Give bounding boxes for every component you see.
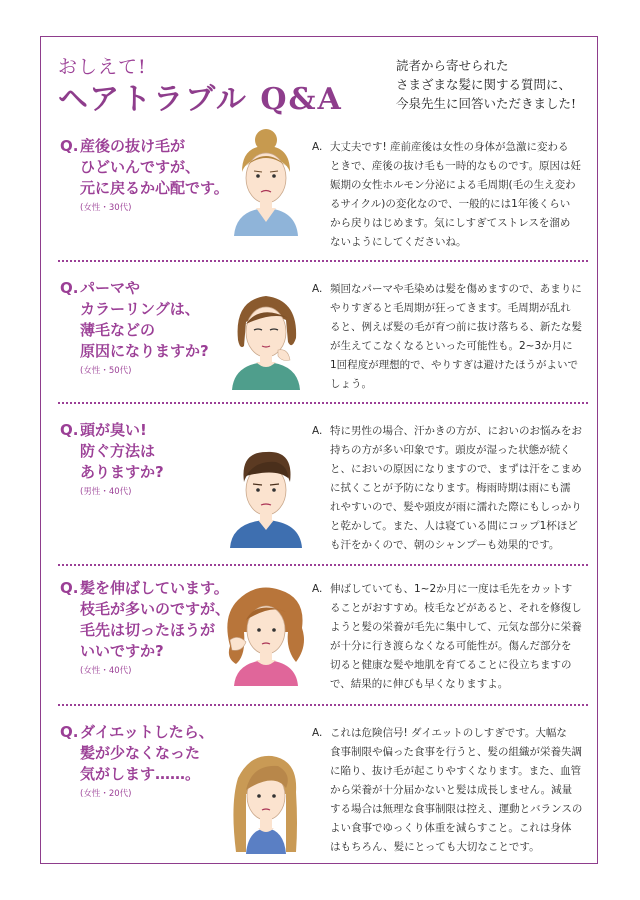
question-line: いいですか? <box>80 642 164 660</box>
question-line: 髪が少なくなった <box>80 744 201 762</box>
answer-line: が十分に行き渡らなくなる可能性が。傷んだ部分を <box>330 640 572 652</box>
question-block <box>60 722 220 799</box>
answer-line: で、結果的に伸びも早くなりますよ。 <box>330 678 509 690</box>
section-divider <box>58 564 588 566</box>
intro-text <box>396 56 576 113</box>
question-marker: Q. <box>60 579 79 597</box>
woman-short-hair-illustration <box>216 280 316 390</box>
answer-line: も汗をかくので、朝のシャンプーも効果的です。 <box>330 539 560 551</box>
answer-line: 特に男性の場合、汗かきの方が、においのお悩みをお <box>330 425 582 437</box>
question-line: 毛先は切ったほうが <box>80 621 216 639</box>
question-marker: Q. <box>60 137 79 155</box>
question-line: 薄毛などの <box>80 321 156 339</box>
answer-line: と、においの原因になりますので、まずは汗をこまめ <box>330 463 582 475</box>
question-line: 防ぐ方法は <box>80 442 156 460</box>
answer-block <box>312 280 588 394</box>
intro-line: さまざまな髪に関する質問に、 <box>396 77 572 92</box>
answer-line: に拭くことが予防になります。梅雨時期は雨にも濡 <box>330 482 571 494</box>
asker-meta: (女性・40代) <box>80 666 132 676</box>
question-line: 気がします……。 <box>80 765 201 783</box>
question-line: パーマや <box>80 279 141 297</box>
question-line: 頭が臭い! <box>80 421 147 439</box>
man-illustration <box>216 438 316 548</box>
question-block <box>60 420 220 497</box>
question-line: ひどいんですが、 <box>80 158 201 176</box>
answer-line: から戻りはじめます。気にしすぎてストレスを溜め <box>330 217 571 229</box>
answer-line: れやすいので、髪や頭皮が雨に濡れた際にもしっかり <box>330 501 582 513</box>
asker-meta: (女性・50代) <box>80 366 132 376</box>
question-line: 枝毛が多いのですが、 <box>80 600 231 618</box>
answer-line: ると、例えば髪の毛が育つ前に抜け落ちる、新たな髪 <box>330 321 582 333</box>
qa-item-3 <box>58 420 588 560</box>
question-line: ありますか? <box>80 463 164 481</box>
answer-marker: A. <box>312 583 323 595</box>
page-header <box>58 52 588 122</box>
question-line: 髪を伸ばしています。 <box>80 579 229 597</box>
answer-line: 頻回なパーマや毛染めは髪を傷めますので、あまりに <box>330 283 582 295</box>
answer-line: ときで、産後の抜け毛も一時的なものです。原因は妊 <box>330 160 581 172</box>
answer-line: 伸ばしていても、1~2か月に一度は毛先をカットす <box>330 583 573 595</box>
question-block <box>60 278 220 376</box>
question-marker: Q. <box>60 723 79 741</box>
answer-line: と乾かして。また、人は寝ている間にコップ1杯ほど <box>330 520 578 532</box>
answer-block <box>312 580 588 694</box>
section-divider <box>58 704 588 706</box>
question-block <box>60 578 231 676</box>
question-marker: Q. <box>60 279 79 297</box>
question-block <box>60 136 229 213</box>
answer-line: これは危険信号! ダイエットのしすぎです。大幅な <box>330 727 567 739</box>
answer-line: ようと髪の栄養が毛先に集中して、元気な部分に栄養 <box>330 621 582 633</box>
question-line: ダイエットしたら、 <box>80 723 214 741</box>
answer-line: るサイクル)の変化なので、一般的には1年後くらい <box>330 198 571 210</box>
intro-line: 今泉先生に回答いただきました! <box>396 96 577 111</box>
woman-bun-illustration <box>216 126 316 236</box>
question-marker: Q. <box>60 421 79 439</box>
qa-item-5 <box>58 722 588 862</box>
answer-line: に陥り、抜け毛が起こりやすくなります。また、血管 <box>330 765 582 777</box>
asker-meta: (女性・20代) <box>80 789 132 799</box>
answer-marker: A. <box>312 283 323 295</box>
answer-block <box>312 724 588 857</box>
section-divider <box>58 260 588 262</box>
answer-block <box>312 138 588 252</box>
answer-line: 大丈夫です! 産前産後は女性の身体が急激に変わる <box>330 141 569 153</box>
qa-item-4 <box>58 578 588 698</box>
qa-item-2 <box>58 278 588 398</box>
answer-line: から栄養が十分届かないと髪は成長しません。減量 <box>330 784 573 796</box>
answer-marker: A. <box>312 425 323 437</box>
page-title: ヘアトラブル Q&A <box>58 82 343 117</box>
answer-line: 娠期の女性ホルモン分泌による毛周期(毛の生え変わ <box>330 179 576 191</box>
answer-marker: A. <box>312 141 323 153</box>
answer-line: する場合は無理な食事制限は控え、運動とバランスの <box>330 803 583 815</box>
asker-meta: (女性・30代) <box>80 203 132 213</box>
answer-line: 食事制限や偏った食事を行うと、髪の組織が栄養失調 <box>330 746 582 758</box>
intro-line: 読者から寄せられた <box>396 58 509 73</box>
woman-long-hair-illustration <box>216 744 316 854</box>
answer-line: しょう。 <box>330 378 372 390</box>
asker-meta: (男性・40代) <box>80 487 132 497</box>
answer-line: 持ちの方が多い印象です。頭皮が湿った状態が続く <box>330 444 571 456</box>
qa-item-1 <box>58 136 588 256</box>
answer-marker: A. <box>312 727 323 739</box>
answer-line: はもちろん、髪にとっても大切なことです。 <box>330 841 540 853</box>
answer-block <box>312 422 588 555</box>
woman-wavy-hair-illustration <box>216 576 316 686</box>
answer-line: ないようにしてくださいね。 <box>330 236 467 248</box>
answer-line: が生えてこなくなるといった可能性も。2~3か月に <box>330 340 573 352</box>
answer-line: やりすぎると毛周期が狂ってきます。毛周期が乱れ <box>330 302 571 314</box>
answer-line: 切ると健康な髪や地肌を育てることに役立ちますの <box>330 659 572 671</box>
answer-line: よい食事でゆっくり体重を減らすこと。これは身体 <box>330 822 572 834</box>
question-line: 原因になりますか? <box>80 342 209 360</box>
question-line: 産後の抜け毛が <box>80 137 186 155</box>
question-line: 元に戻るか心配です。 <box>80 179 229 197</box>
answer-line: ることがおすすめ。枝毛などがあると、それを修復し <box>330 602 582 614</box>
section-divider <box>58 402 588 404</box>
page-kicker: おしえて! <box>58 56 147 78</box>
question-line: カラーリングは、 <box>80 300 200 318</box>
answer-line: 1回程度が理想的で、やりすぎは避けたほうがよいで <box>330 359 578 371</box>
